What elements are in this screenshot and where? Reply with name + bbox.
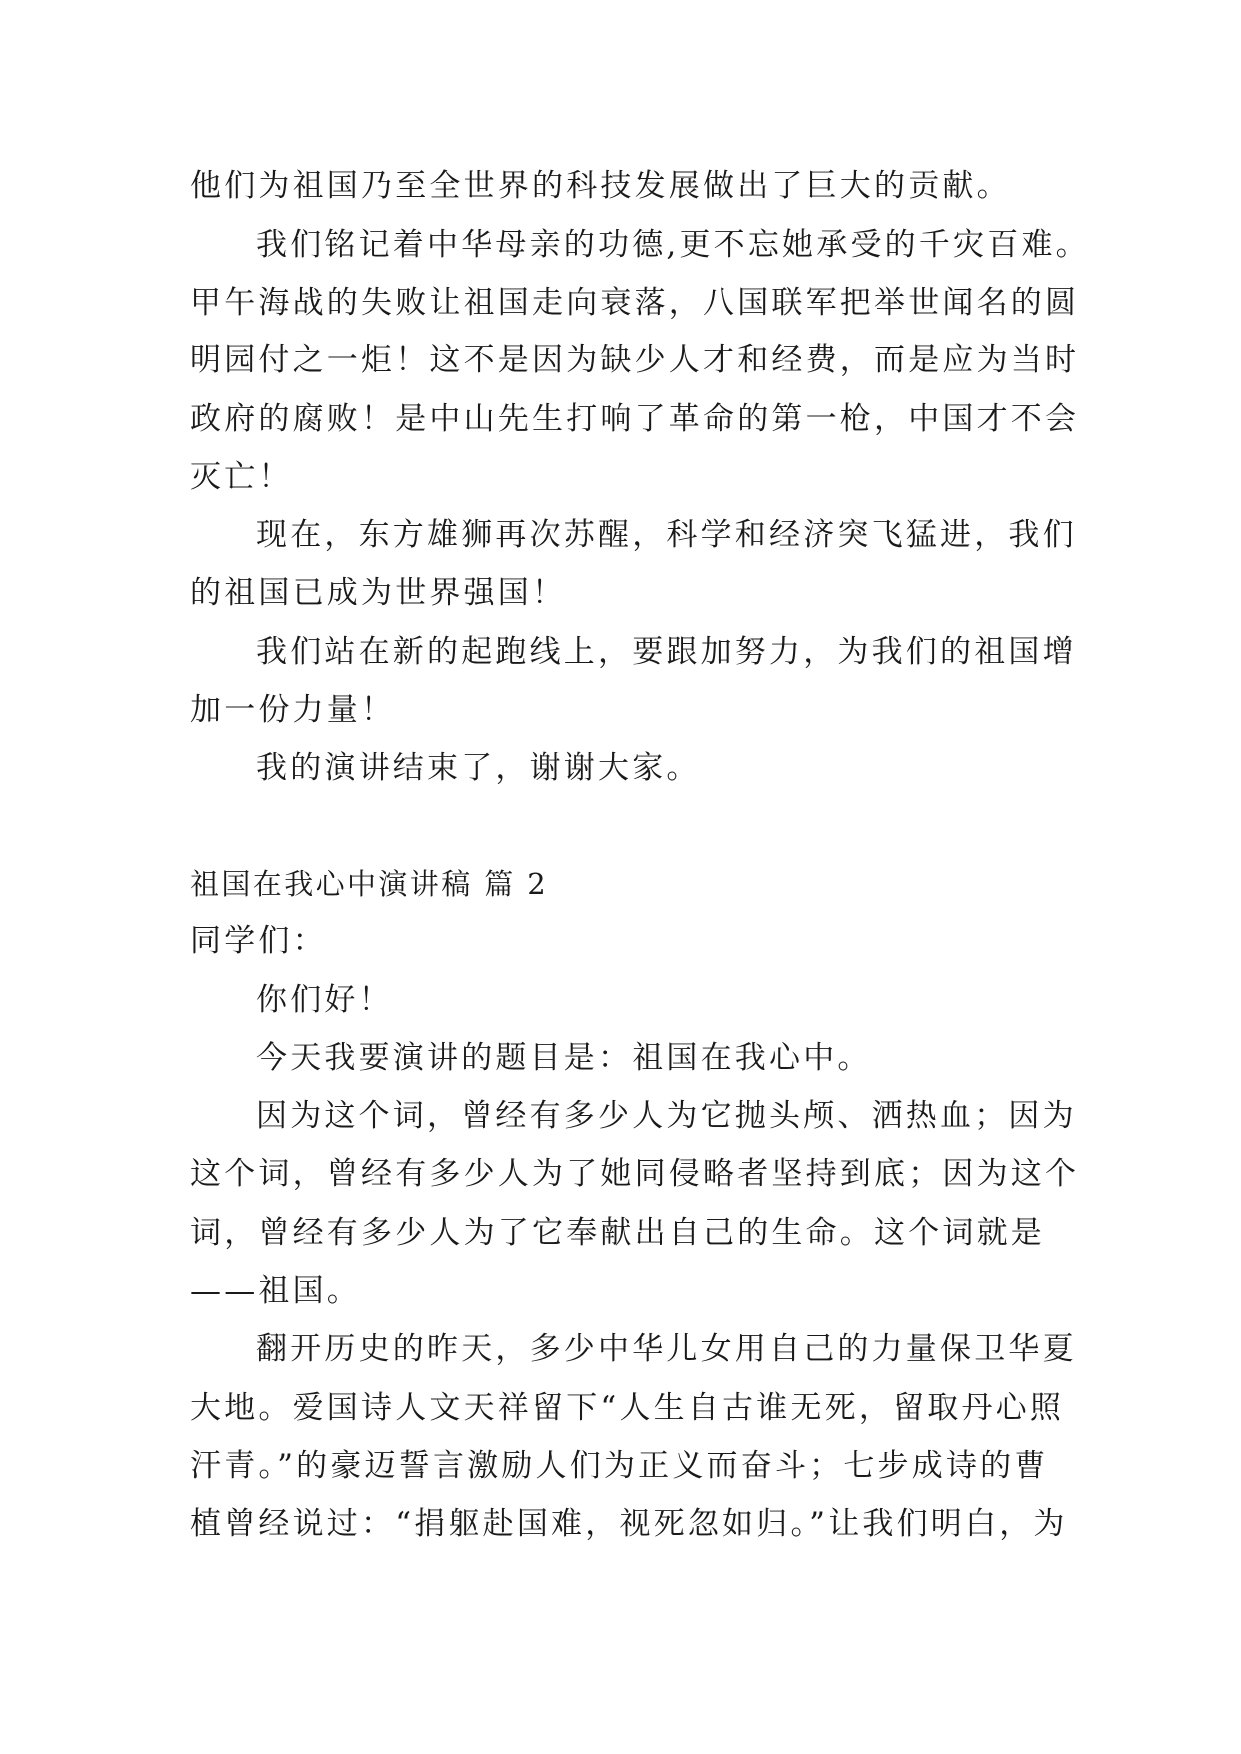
paragraph-line: 今天我要演讲的题目是：祖国在我心中。 — [256, 1040, 872, 1076]
paragraph-line: 大地。爱国诗人文天祥留下“人生自古谁无死，留取丹心照 — [190, 1390, 1065, 1426]
paragraph-line: 他们为祖国乃至全世界的科技发展做出了巨大的贡献。 — [190, 168, 1011, 204]
paragraph-line: 词，曾经有多少人为了它奉献出自己的生命。这个词就是 — [190, 1215, 1045, 1251]
paragraph-line: 你们好！ — [256, 982, 393, 1018]
paragraph-line: 汗青。”的豪迈誓言激励人们为正义而奋斗；七步成诗的曹 — [190, 1448, 1049, 1484]
paragraph-line: ——祖国。 — [190, 1273, 361, 1309]
paragraph-line: 政府的腐败！是中山先生打响了革命的第一枪，中国才不会 — [190, 401, 1080, 437]
paragraph-line: 植曾经说过：“捐躯赴国难，视死忽如归。”让我们明白，为 — [190, 1506, 1068, 1542]
paragraph-line: 因为这个词，曾经有多少人为它抛头颅、洒热血；因为 — [256, 1098, 1077, 1134]
paragraph-line: 明园付之一炬！这不是因为缺少人才和经费，而是应为当时 — [190, 342, 1080, 378]
paragraph-line: 我们铭记着中华母亲的功德,更不忘她承受的千灾百难。 — [256, 227, 1090, 263]
paragraph-line: 甲午海战的失败让祖国走向衰落，八国联军把举世闻名的圆 — [190, 285, 1080, 321]
paragraph-line: 翻开历史的昨天，多少中华儿女用自己的力量保卫华夏 — [256, 1331, 1077, 1367]
paragraph-line: 这个词，曾经有多少人为了她同侵略者坚持到底；因为这个 — [190, 1156, 1080, 1192]
paragraph-line: 的祖国已成为世界强国！ — [190, 575, 567, 611]
paragraph-line: 加一份力量！ — [190, 692, 396, 728]
paragraph-line: 我们站在新的起跑线上，要跟加努力，为我们的祖国增 — [256, 634, 1077, 670]
paragraph-line: 现在，东方雄狮再次苏醒，科学和经济突飞猛进，我们 — [256, 517, 1077, 553]
paragraph-line: 我的演讲结束了，谢谢大家。 — [256, 750, 701, 786]
section-title: 祖国在我心中演讲稿 篇 2 — [190, 867, 549, 901]
paragraph-line: 灭亡！ — [190, 459, 293, 495]
paragraph-line: 同学们： — [190, 923, 327, 959]
